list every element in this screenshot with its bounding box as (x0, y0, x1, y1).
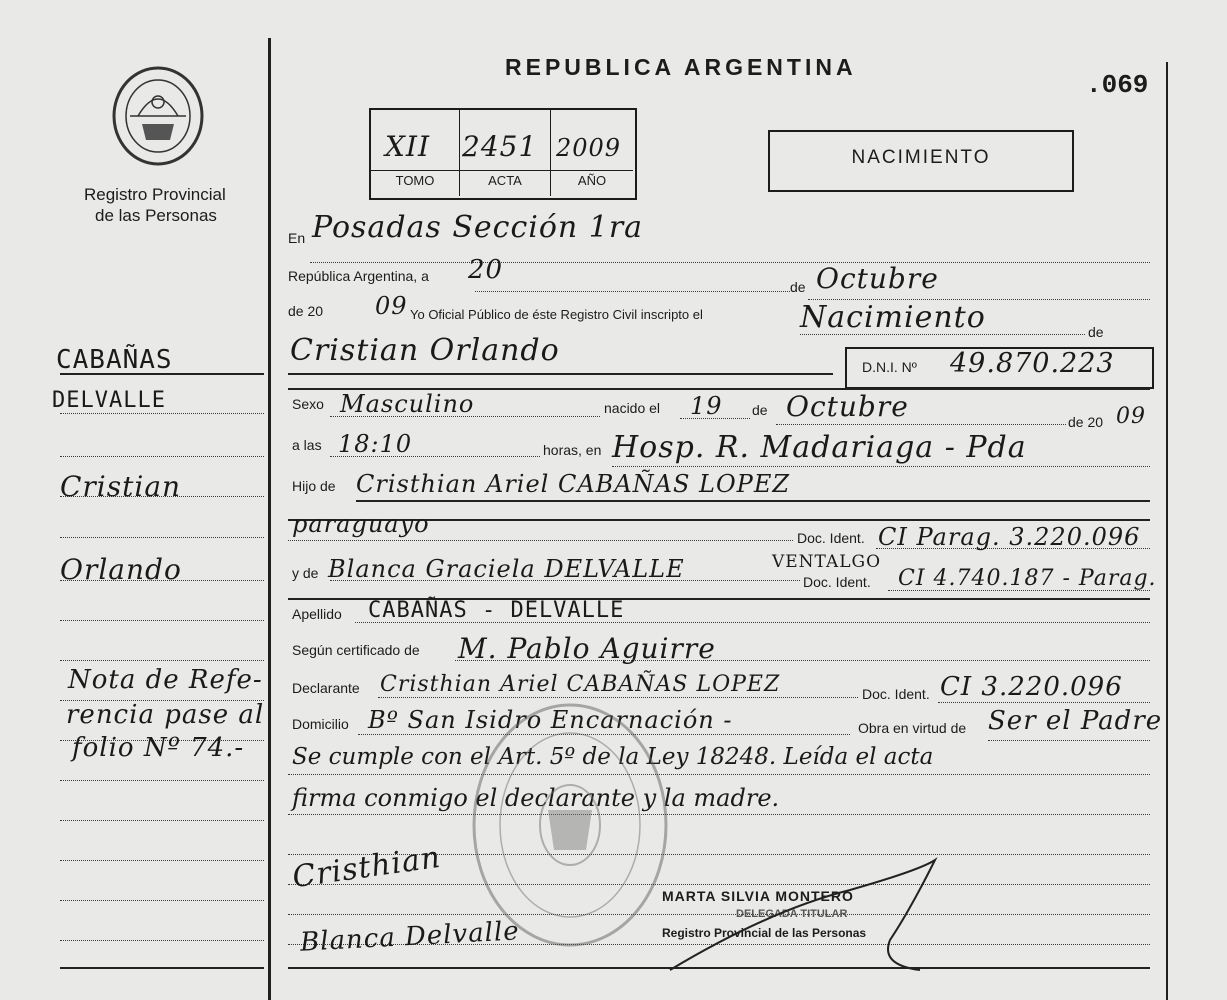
label-doc-ident-mother: Doc. Ident. (803, 574, 871, 590)
registry-name-line2: de las Personas (95, 206, 217, 225)
value-year-suffix: 09 (375, 292, 408, 320)
form-rule (475, 291, 790, 292)
value-day: 20 (468, 255, 504, 285)
margin-rule (60, 940, 264, 941)
value-birth-year-suffix: 09 (1116, 404, 1146, 429)
acta-label: ACTA (488, 173, 522, 188)
value-en: Posadas Sección 1ra (312, 210, 644, 245)
form-rule (288, 540, 793, 541)
signature-mother: Blanca Delvalle (299, 916, 521, 958)
label-domicilio: Domicilio (292, 716, 349, 732)
margin-rule (60, 620, 264, 621)
value-mother-doc: CI 4.740.187 - Parag. (898, 566, 1157, 591)
value-dni: 49.870.223 (950, 348, 1115, 379)
label-de: de (790, 279, 806, 295)
label-oficial: Yo Oficial Público de éste Registro Civil inscripto el (410, 307, 703, 322)
page-number: .069 (1086, 70, 1149, 100)
label-doc-ident-father: Doc. Ident. (797, 530, 865, 546)
margin-rule (60, 900, 264, 901)
value-declarante: Cristhian Ariel CABAÑAS LOPEZ (380, 672, 781, 697)
margin-note2: rencia pase al (66, 700, 265, 730)
value-mother: Blanca Graciela DELVALLE (328, 555, 685, 583)
margin-rule (60, 456, 264, 457)
official-name: MARTA SILVIA MONTERO (662, 888, 854, 904)
value-sexo: Masculino (340, 390, 475, 418)
form-rule (988, 740, 1150, 741)
margin-name1: Cristian (60, 470, 182, 503)
record-caption-divider (371, 170, 633, 171)
form-rule (356, 500, 1150, 502)
value-apellido: CABAÑAS - DELVALLE (368, 598, 625, 623)
label-yde: y de (292, 565, 319, 581)
value-father-nat: paraguayo (292, 510, 430, 538)
label-hijo: Hijo de (292, 478, 336, 494)
label-segun: Según certificado de (292, 642, 420, 658)
label-doc-ident-declarante: Doc. Ident. (862, 686, 930, 702)
label-obra: Obra en virtud de (858, 720, 967, 736)
act-type-label: NACIMIENTO (851, 147, 991, 168)
label-dni: D.N.I. Nº (862, 359, 917, 375)
margin-surname2: DELVALLE (52, 388, 166, 413)
form-rule (938, 702, 1150, 703)
anio-label: AÑO (577, 173, 607, 188)
label-birth-de: de (752, 402, 768, 418)
official-office: Registro Provincial de las Personas (662, 926, 867, 940)
form-rule (310, 262, 1150, 263)
form-rule (776, 424, 1066, 425)
value-segun: M. Pablo Aguirre (458, 632, 716, 665)
republic-title: REPUBLICA ARGENTINA (505, 54, 857, 80)
label-alas: a las (292, 437, 322, 453)
label-en: En (288, 230, 306, 246)
margin-rule (60, 537, 264, 538)
margin-rule (60, 413, 264, 414)
value-obra: Ser el Padre (988, 706, 1163, 736)
margin-rule (60, 820, 264, 821)
form-rule (288, 814, 1150, 815)
official-title: DELEGADA TITULAR (736, 908, 848, 920)
value-domicilio: Bº San Isidro Encarnación - (368, 706, 733, 734)
margin-note3: folio Nº 74.- (72, 733, 245, 763)
tomo-label: TOMO (395, 173, 435, 188)
acta-value: 2451 (462, 130, 538, 163)
label-republica: República Argentina, a (288, 268, 429, 284)
label-sexo: Sexo (292, 396, 324, 412)
value-birth-day: 19 (690, 392, 723, 420)
value-father-doc: CI Parag. 3.220.096 (878, 523, 1141, 551)
value-oficial: Nacimiento (800, 300, 986, 335)
value-extra-line2: firma conmigo el declarante y la madre. (292, 784, 780, 812)
label-nacido: nacido el (604, 400, 661, 416)
anio-value: 2009 (556, 134, 622, 162)
tomo-value: XII (385, 130, 431, 163)
value-time: 18:10 (338, 430, 413, 458)
value-mother-extra: VENTALGO (772, 552, 882, 572)
right-page-border (1166, 62, 1168, 1000)
label-apellido: Apellido (292, 606, 342, 622)
margin-name2: Orlando (60, 553, 182, 586)
label-horas: horas, en (543, 442, 602, 458)
margin-rule (60, 860, 264, 861)
label-birth-year-prefix: de 20 (1068, 414, 1104, 430)
label-de-2: de (1088, 324, 1104, 340)
official-signature-icon (650, 850, 950, 980)
value-month: Octubre (816, 262, 939, 295)
value-declarante-doc: CI 3.220.096 (940, 672, 1123, 702)
form-rule (288, 774, 1150, 775)
form-rule (288, 373, 833, 375)
label-declarante: Declarante (292, 680, 360, 696)
value-birth-month: Octubre (786, 390, 909, 423)
form-rule (378, 697, 858, 698)
value-place: Hosp. R. Madariaga - Pda (612, 430, 1027, 465)
margin-rule (60, 780, 264, 781)
value-child-name: Cristian Orlando (290, 333, 560, 368)
margin-surname1: CABAÑAS (56, 345, 173, 375)
official-stamp-icon (470, 700, 670, 950)
value-father: Cristhian Ariel CABAÑAS LOPEZ (356, 470, 791, 498)
margin-rule (60, 660, 264, 661)
margin-note1: Nota de Refe- (68, 665, 263, 695)
margin-rule (60, 967, 264, 969)
registry-name-line1: Registro Provincial (84, 185, 226, 204)
value-extra-line1: Se cumple con el Art. 5º de la Ley 18248. Leída el acta (292, 744, 934, 770)
form-rule (612, 466, 1150, 467)
label-year-prefix: de 20 (288, 303, 324, 319)
province-seal-icon (108, 62, 208, 170)
left-column-border (268, 38, 271, 1000)
signature-declarante: Cristhian (290, 839, 444, 896)
